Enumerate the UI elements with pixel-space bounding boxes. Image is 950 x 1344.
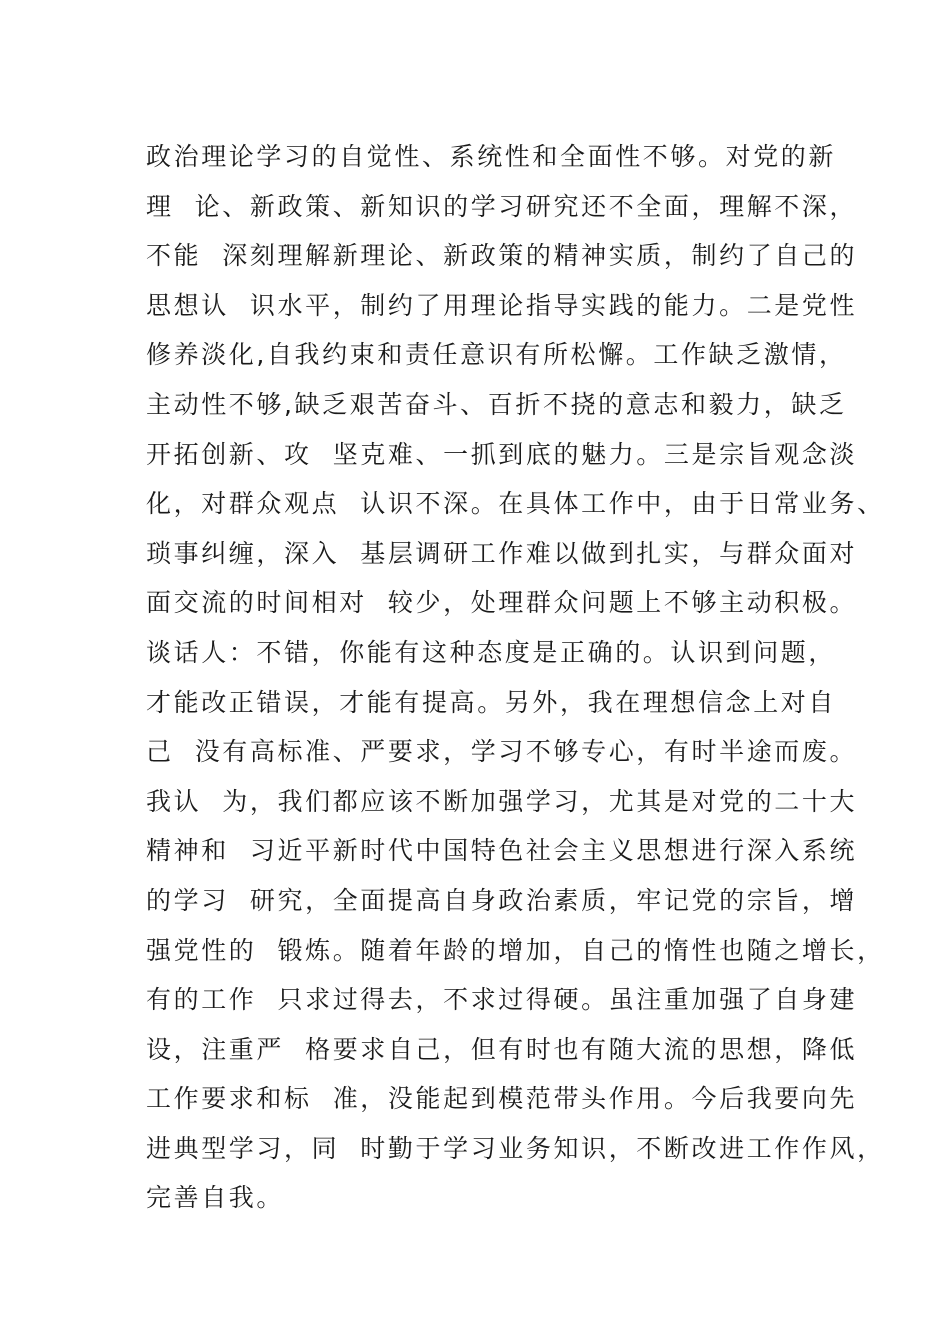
text-line: 工作要求和标 准，没能起到模范带头作用。今后我要向先	[146, 1084, 858, 1114]
text-line: 己 没有高标准、严要求，学习不够专心，有时半途而废。	[146, 737, 858, 767]
text-line: 主动性不够,缺乏艰苦奋斗、百折不挠的意志和毅力，缺乏	[146, 389, 847, 419]
text-line: 面交流的时间相对 较少，处理群众问题上不够主动积极。	[146, 588, 858, 618]
text-line: 修养淡化,自我约束和责任意识有所松懈。工作缺乏激情，	[146, 340, 847, 370]
body-text	[146, 132, 885, 1223]
text-line: 进典型学习，同 时勤于学习业务知识，不断改进工作作风，	[146, 1133, 885, 1163]
text-line: 强党性的 锻炼。随着年龄的增加，自己的惰性也随之增长，	[146, 935, 885, 965]
text-line: 政治理论学习的自觉性、系统性和全面性不够。对党的新	[146, 142, 837, 171]
text-line: 琐事纠缠，深入 基层调研工作难以做到扎实，与群众面对	[146, 538, 858, 568]
text-line: 谈话人：不错，你能有这种态度是正确的。认识到问题，	[146, 637, 837, 667]
text-line: 化，对群众观点 认识不深。在具体工作中，由于日常业务、	[146, 489, 885, 519]
text-line: 思想认 识水平，制约了用理论指导实践的能力。二是党性	[146, 290, 858, 320]
text-line: 不能 深刻理解新理论、新政策的精神实质，制约了自己的	[146, 241, 858, 271]
text-line: 完善自我。	[146, 1183, 285, 1213]
text-line: 有的工作 只求过得去，不求过得硬。虽注重加强了自身建	[146, 985, 858, 1015]
text-line: 才能改正错误，才能有提高。另外，我在理想信念上对自	[146, 687, 837, 717]
text-line: 我认 为，我们都应该不断加强学习，尤其是对党的二十大	[146, 786, 858, 816]
text-line: 的学习 研究，全面提高自身政治素质，牢记党的宗旨，增	[146, 885, 858, 915]
text-line: 设，注重严 格要求自己，但有时也有随大流的思想，降低	[146, 1034, 858, 1064]
text-line: 精神和 习近平新时代中国特色社会主义思想进行深入系统	[146, 836, 858, 866]
text-line: 理 论、新政策、新知识的学习研究还不全面，理解不深，	[146, 191, 858, 221]
text-line: 开拓创新、攻 坚克难、一抓到底的魅力。三是宗旨观念淡	[146, 439, 858, 469]
